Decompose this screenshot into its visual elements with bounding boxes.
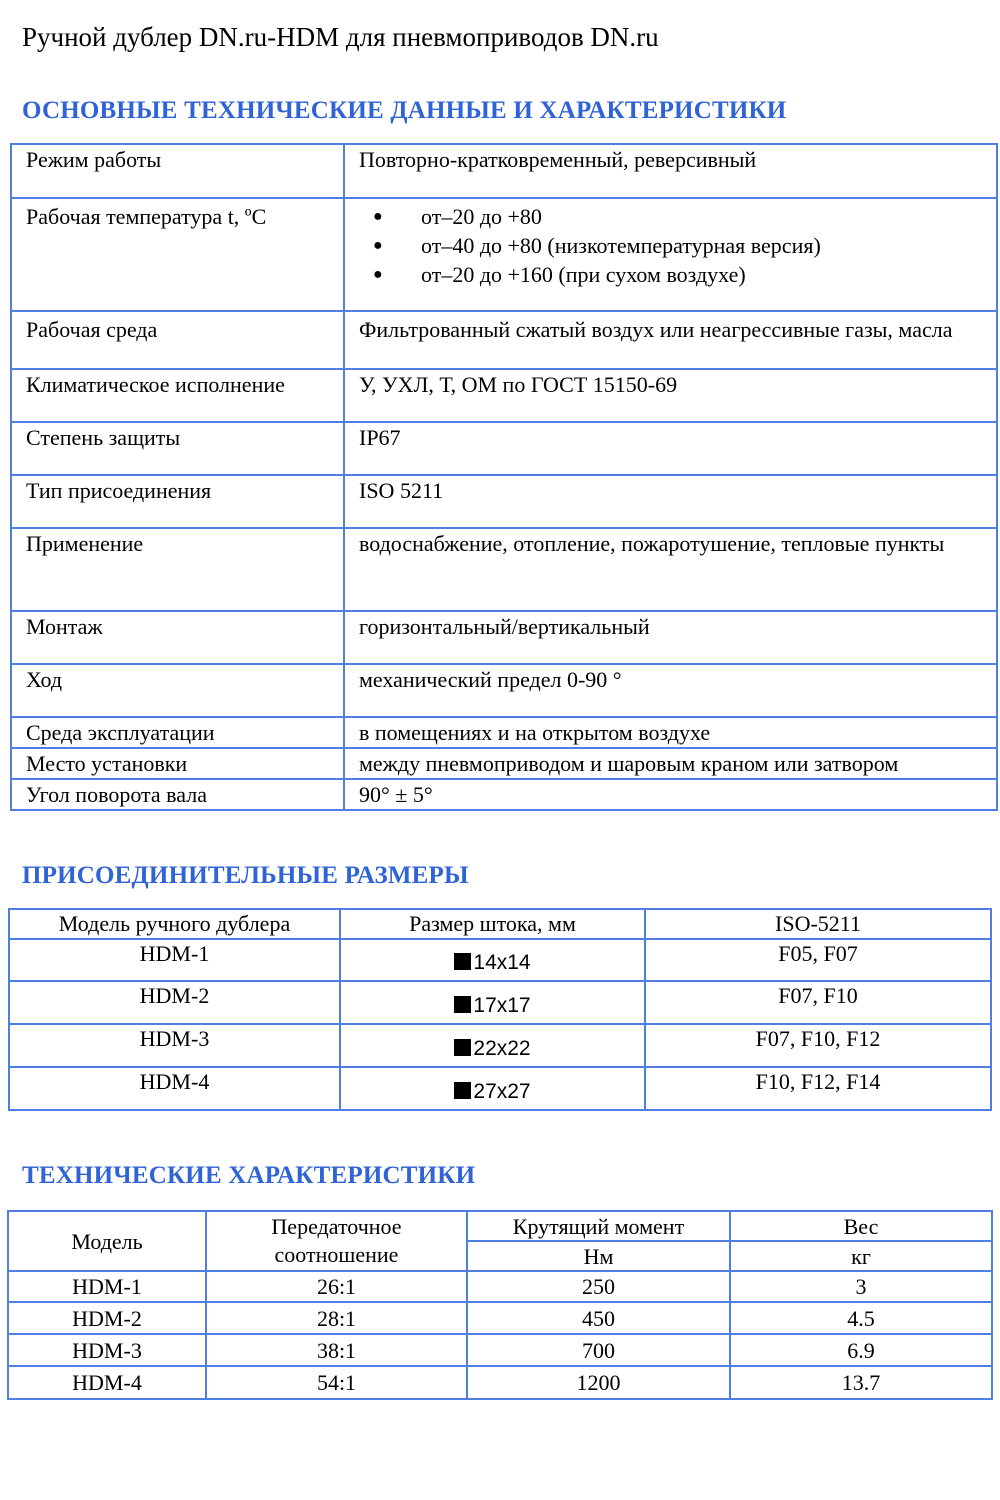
spec-key: Тип присоединения <box>11 475 344 528</box>
torque-cell: 1200 <box>467 1366 730 1399</box>
table-row <box>9 939 991 981</box>
table-row <box>11 311 997 369</box>
main-specs-table <box>10 143 998 811</box>
column-header: Модель <box>8 1211 206 1271</box>
spec-key: Рабочая температура t, ºC <box>11 198 344 311</box>
spec-value: Фильтрованный сжатый воздух или неагрессивные газы, масла <box>344 311 997 369</box>
table-row <box>8 1271 992 1302</box>
iso-cell: F05, F07 <box>645 939 991 981</box>
spec-key: Применение <box>11 528 344 611</box>
ratio-cell: 26:1 <box>206 1271 467 1302</box>
spec-key: Климатическое исполнение <box>11 369 344 422</box>
table-row <box>11 369 997 422</box>
spec-key: Угол поворота вала <box>11 779 344 810</box>
square-icon <box>454 996 471 1013</box>
table-row <box>11 748 997 779</box>
table-row <box>11 611 997 664</box>
spec-value: IP67 <box>344 422 997 475</box>
spec-value <box>344 198 997 311</box>
table-row <box>9 1024 991 1067</box>
stem-size-cell <box>340 981 645 1024</box>
square-icon <box>454 1082 471 1099</box>
spec-key: Среда эксплуатации <box>11 717 344 748</box>
stem-size-value: 27x27 <box>473 1080 531 1103</box>
temperature-list <box>359 202 986 289</box>
table-row <box>9 1067 991 1110</box>
weight-cell: 13.7 <box>730 1366 992 1399</box>
model-cell: HDM-2 <box>9 981 340 1024</box>
table-row <box>11 779 997 810</box>
weight-cell: 6.9 <box>730 1334 992 1366</box>
table-row <box>11 717 997 748</box>
spec-value: У, УХЛ, Т, ОМ по ГОСТ 15150-69 <box>344 369 997 422</box>
ratio-cell: 38:1 <box>206 1334 467 1366</box>
spec-key: Монтаж <box>11 611 344 664</box>
spec-key: Место установки <box>11 748 344 779</box>
table-row <box>11 422 997 475</box>
model-cell: HDM-4 <box>8 1366 206 1399</box>
stem-size-cell <box>340 1024 645 1067</box>
torque-cell: 250 <box>467 1271 730 1302</box>
spec-value: Повторно-кратковременный, реверсивный <box>344 144 997 198</box>
table-row <box>8 1211 992 1241</box>
stem-size-value: 22x22 <box>473 1037 531 1060</box>
iso-cell: F10, F12, F14 <box>645 1067 991 1110</box>
tech-chars-table <box>7 1210 993 1400</box>
table-row <box>11 528 997 611</box>
connection-sizes-table <box>8 908 992 1111</box>
main-specs-heading: ОСНОВНЫЕ ТЕХНИЧЕСКИЕ ДАННЫЕ И ХАРАКТЕРИСТИКИ <box>22 97 787 124</box>
column-header: Вес <box>730 1211 992 1241</box>
column-header: Крутящий момент <box>467 1211 730 1241</box>
unit-header: кг <box>730 1241 992 1271</box>
spec-value: в помещениях и на открытом воздухе <box>344 717 997 748</box>
tech-chars-heading: ТЕХНИЧЕСКИЕ ХАРАКТЕРИСТИКИ <box>22 1162 476 1189</box>
list-item: ● от–20 до +80 <box>359 202 986 231</box>
iso-cell: F07, F10 <box>645 981 991 1024</box>
list-item: ● от–20 до +160 (при сухом воздухе) <box>359 260 986 289</box>
torque-cell: 700 <box>467 1334 730 1366</box>
spec-key: Ход <box>11 664 344 717</box>
model-cell: HDM-2 <box>8 1302 206 1334</box>
model-cell: HDM-1 <box>9 939 340 981</box>
spec-value: ISO 5211 <box>344 475 997 528</box>
ratio-cell: 28:1 <box>206 1302 467 1334</box>
table-row <box>8 1302 992 1334</box>
spec-key: Степень защиты <box>11 422 344 475</box>
spec-value: горизонтальный/вертикальный <box>344 611 997 664</box>
table-row <box>11 475 997 528</box>
page-title: Ручной дублер DN.ru-HDM для пневмоприводов DN.ru <box>22 22 659 52</box>
iso-cell: F07, F10, F12 <box>645 1024 991 1067</box>
model-cell: HDM-4 <box>9 1067 340 1110</box>
table-row <box>8 1366 992 1399</box>
column-header: Модель ручного дублера <box>9 909 340 939</box>
stem-size-cell <box>340 1067 645 1110</box>
column-header: Передаточное соотношение <box>206 1211 467 1271</box>
unit-header: Нм <box>467 1241 730 1271</box>
table-row <box>8 1334 992 1366</box>
spec-key: Рабочая среда <box>11 311 344 369</box>
stem-size-cell <box>340 939 645 981</box>
spec-value: 90° ± 5° <box>344 779 997 810</box>
table-row <box>9 909 991 939</box>
model-cell: HDM-1 <box>8 1271 206 1302</box>
stem-size-value: 17x17 <box>473 994 531 1017</box>
table-row <box>11 664 997 717</box>
connection-sizes-heading: ПРИСОЕДИНИТЕЛЬНЫЕ РАЗМЕРЫ <box>22 862 469 889</box>
list-item: ● от–40 до +80 (низкотемпературная версия) <box>359 231 986 260</box>
spec-value: между пневмоприводом и шаровым краном или затвором <box>344 748 997 779</box>
square-icon <box>454 1039 471 1056</box>
spec-value: механический предел 0-90 ° <box>344 664 997 717</box>
model-cell: HDM-3 <box>8 1334 206 1366</box>
table-row <box>11 144 997 198</box>
model-cell: HDM-3 <box>9 1024 340 1067</box>
torque-cell: 450 <box>467 1302 730 1334</box>
square-icon <box>454 953 471 970</box>
ratio-cell: 54:1 <box>206 1366 467 1399</box>
table-row <box>11 198 997 311</box>
spec-value: водоснабжение, отопление, пожаротушение, тепловые пункты <box>344 528 997 611</box>
stem-size-value: 14x14 <box>473 951 531 974</box>
spec-key: Режим работы <box>11 144 344 198</box>
table-row <box>9 981 991 1024</box>
weight-cell: 3 <box>730 1271 992 1302</box>
column-header: Размер штока, мм <box>340 909 645 939</box>
column-header: ISO-5211 <box>645 909 991 939</box>
weight-cell: 4.5 <box>730 1302 992 1334</box>
